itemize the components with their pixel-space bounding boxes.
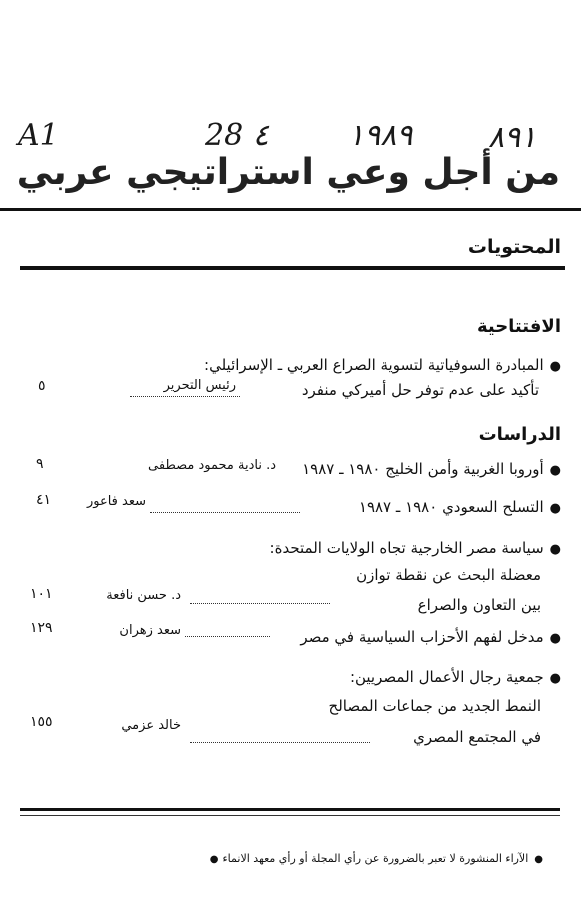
bottom-rule-thick bbox=[20, 808, 560, 811]
leader-dots bbox=[130, 396, 240, 397]
leader-dots bbox=[190, 742, 370, 743]
footer-note bbox=[210, 852, 543, 865]
study-entry-1-title bbox=[302, 460, 561, 478]
study-entry-4-title bbox=[300, 628, 561, 646]
study-5-line1-text: جمعية رجال الأعمال المصريين: bbox=[349, 668, 544, 686]
bullet-icon: ● bbox=[534, 854, 543, 865]
contents-title: المحتويات bbox=[467, 236, 561, 258]
study-entry-5-page: ١٥٥ bbox=[30, 714, 53, 730]
study-entry-1-author: د. نادية محمود مصطفى bbox=[148, 458, 276, 473]
masthead-rule bbox=[0, 208, 581, 211]
leader-dots bbox=[190, 603, 330, 604]
study-entry-5-author: خالد عزمي bbox=[121, 718, 181, 733]
handwritten-left: A1 bbox=[18, 118, 59, 153]
study-3-line1-text: سياسة مصر الخارجية تجاه الولايات المتحدة: bbox=[269, 539, 544, 557]
study-entry-2-page: ٤١ bbox=[36, 492, 52, 508]
masthead-title: من أجل وعي استراتيجي عربي bbox=[16, 152, 560, 193]
handwritten-number: ٨٩١ bbox=[488, 120, 537, 155]
section-title-studies: الدراسات bbox=[478, 424, 561, 445]
study-entry-3-line3: بين التعاون والصراع bbox=[417, 596, 541, 614]
bullet-icon: ● bbox=[549, 671, 561, 686]
study-entry-2-title bbox=[359, 498, 561, 516]
bullet-icon: ● bbox=[549, 542, 561, 557]
bullet-icon: ● bbox=[209, 854, 219, 865]
section-title-opening: الافتتاحية bbox=[476, 316, 561, 337]
study-entry-4-author: سعد زهران bbox=[119, 623, 181, 638]
bullet-icon: ● bbox=[549, 631, 561, 646]
study-2-text: التسلح السعودي ١٩٨٠ ـ ١٩٨٧ bbox=[358, 498, 544, 516]
leader-dots bbox=[185, 636, 270, 637]
handwritten-date: 28 ٤ bbox=[205, 118, 269, 153]
opening-page: ٥ bbox=[38, 378, 46, 394]
bullet-icon: ● bbox=[549, 463, 561, 478]
study-entry-3-line2: معضلة البحث عن نقطة توازن bbox=[356, 566, 541, 584]
contents-rule bbox=[20, 266, 565, 270]
opening-entry-line1 bbox=[204, 356, 561, 374]
bottom-rule-thin bbox=[20, 815, 560, 816]
study-entry-2-author: سعد فاعور bbox=[86, 494, 146, 509]
study-4-text: مدخل لفهم الأحزاب السياسية في مصر bbox=[300, 628, 544, 646]
study-entry-3-page: ١٠١ bbox=[30, 586, 53, 602]
leader-dots bbox=[150, 512, 300, 513]
footer-note-text: الآراء المنشورة لا تعبر بالضرورة عن رأي المجلة أو رأي معهد الانماء bbox=[222, 852, 529, 865]
bullet-icon: ● bbox=[549, 359, 561, 374]
opening-line1-text: المبادرة السوفياتية لتسوية الصراع العربي ـ الإسرائيلي: bbox=[204, 356, 544, 374]
opening-entry-line2: تأكيد على عدم توفر حل أميركي منفرد bbox=[301, 381, 539, 399]
study-1-text: أوروبا الغربية وأمن الخليج ١٩٨٠ ـ ١٩٨٧ bbox=[302, 460, 544, 478]
handwritten-year: ١٩٨٩ bbox=[348, 118, 413, 153]
study-entry-5-line3: في المجتمع المصري bbox=[413, 728, 541, 746]
study-entry-5-line1 bbox=[350, 668, 561, 686]
study-entry-5-line2: النمط الجديد من جماعات المصالح bbox=[328, 697, 541, 715]
opening-author: رئيس التحرير bbox=[163, 378, 236, 393]
study-entry-3-author: د. حسن نافعة bbox=[106, 588, 181, 603]
bullet-icon: ● bbox=[549, 501, 561, 516]
study-entry-3-line1 bbox=[270, 539, 561, 557]
study-entry-4-page: ١٢٩ bbox=[30, 620, 53, 636]
study-entry-1-page: ٩ bbox=[36, 456, 44, 472]
